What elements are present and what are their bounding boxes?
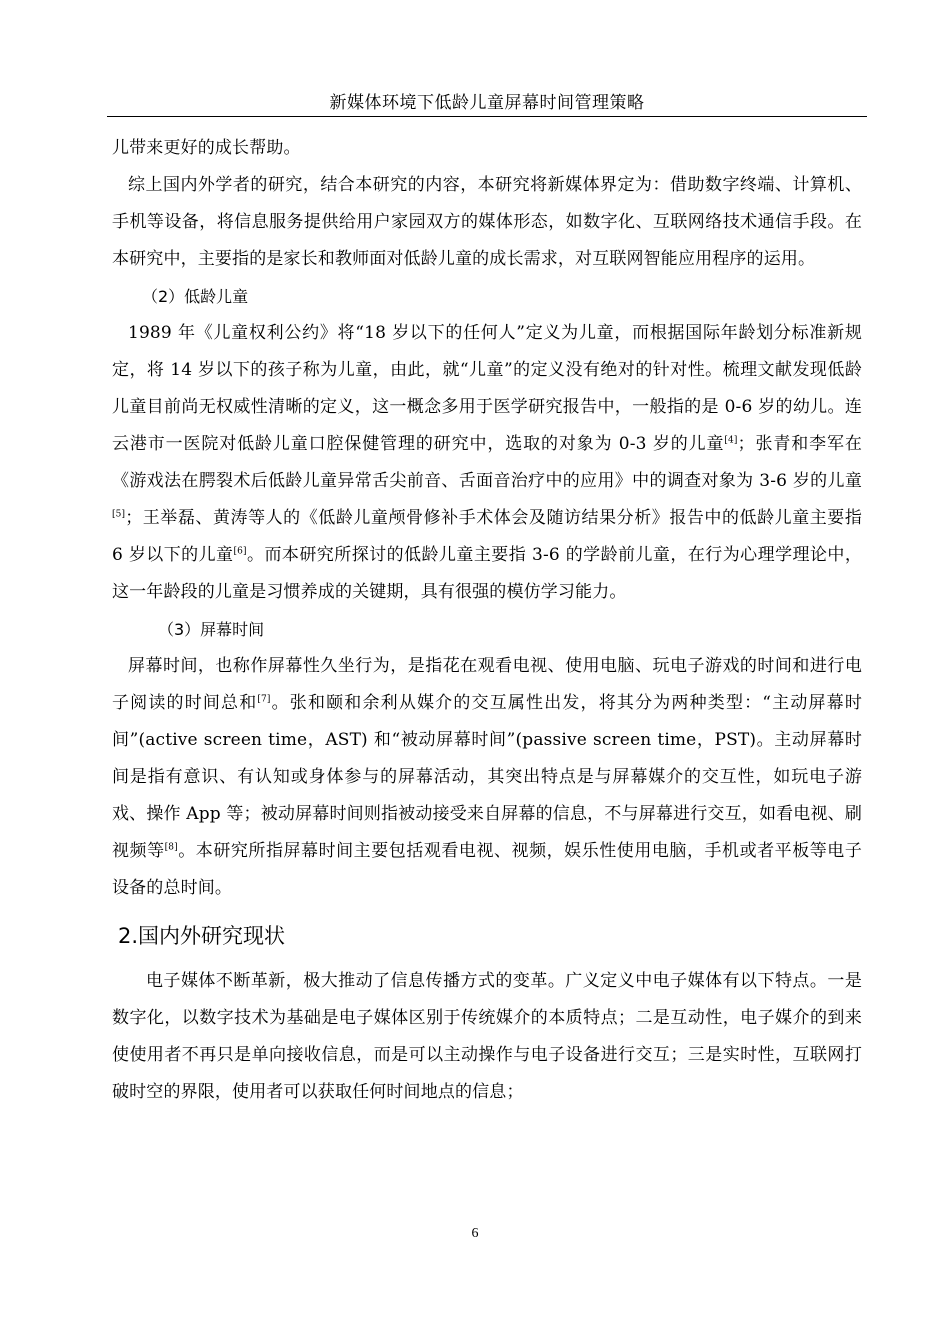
text-segment: 。本研究所指屏幕时间主要包括观看电视、视频，娱乐性使用电脑，手机或者平板等电子设备的总时间。 (112, 841, 862, 898)
subheading-young-children: （2）低龄儿童 (142, 287, 249, 306)
citation-7: [7] (257, 694, 271, 705)
text-segment: 屏幕时间，也称作屏幕性久坐行为，是指花在观看电视、使用电脑、玩电子游戏的时间和进行电子阅读的时间总和 (112, 656, 862, 713)
text-segment: 1989 年《儿童权利公约》将“18 岁以下的任何人”定义为儿童，而根据国际年龄划分标准新规定，将 14 岁以下的孩子称为儿童，由此，就“儿童”的定义没有绝对的针对性。梳理文献发现低龄儿童目前尚无权威性清晰的定义，这一概念多用于医学研究报告中，一般指的是 0-6 岁的幼儿。连云港市一医院对低龄儿童口腔保健管理的研究中，选取的对象为 0-3 岁的儿童 (112, 323, 862, 454)
citation-4: [4] (724, 435, 738, 446)
paragraph-new-media-definition: 综上国内外学者的研究，结合本研究的内容，本研究将新媒体界定为：借助数字终端、计算机、手机等设备，将信息服务提供给用户家园双方的媒体形态，如数字化、互联网络技术通信手段。在本研究中，主要指的是家长和教师面对低龄儿童的成长需求，对互联网智能应用程序的运用。 (112, 175, 862, 269)
running-header (107, 92, 867, 117)
text-segment: 。而本研究所探讨的低龄儿童主要指 3-6 的学龄前儿童，在行为心理学理论中，这一年龄段的儿童是习惯养成的关键期，具有很强的模仿学习能力。 (112, 545, 863, 602)
header-title: 新媒体环境下低龄儿童屏幕时间管理策略 (329, 93, 645, 113)
page-body (112, 130, 862, 1111)
text-segment: ；王举磊、黄涛等人的《低龄儿童颅骨修补手术体会及随访结果分析》报告中的低龄儿童主要指 6 岁以下的儿童 (112, 508, 862, 565)
text-segment: 。张和颐和余利从媒介的交互属性出发，将其分为两种类型：“主动屏幕时间”(active screen time，AST) 和“被动屏幕时间”(passive screen time，PST)。主动屏幕时间是指有意识、有认知或身体参与的屏幕活动，其突出特点是与屏幕媒介的交互性，如玩电子游戏、操作 App 等；被动屏幕时间则指被动接受来自屏幕的信息，不与屏幕进行交互，如看电视、刷视频等 (112, 693, 863, 861)
paragraph-research-status: 电子媒体不断革新，极大推动了信息传播方式的变革。广义定义中电子媒体有以下特点。一是数字化，以数字技术为基础是电子媒体区别于传统媒介的本质特点；二是互动性，电子媒介的到来使使用者不再只是单向接收信息，而是可以主动操作与电子设备进行交互；三是实时性，互联网打破时空的界限，使用者可以获取任何时间地点的信息； (112, 971, 862, 1102)
subheading-screen-time: （3）屏幕时间 (158, 620, 265, 639)
paragraph-screen-time (112, 648, 862, 907)
citation-5: [5] (112, 509, 126, 520)
section-heading: 2.国内外研究现状 (118, 924, 286, 948)
paragraph-continuation: 儿带来更好的成长帮助。 (112, 138, 301, 158)
paragraph-young-children (112, 315, 862, 611)
page-number: 6 (471, 1226, 479, 1241)
text-segment: ；张青和李军在《游戏法在腭裂术后低龄儿童异常舌尖前音、舌面音治疗中的应用》中的调查对象为 3-6 岁的儿童 (112, 434, 862, 491)
citation-8: [8] (164, 842, 178, 853)
citation-6: [6] (233, 546, 247, 557)
